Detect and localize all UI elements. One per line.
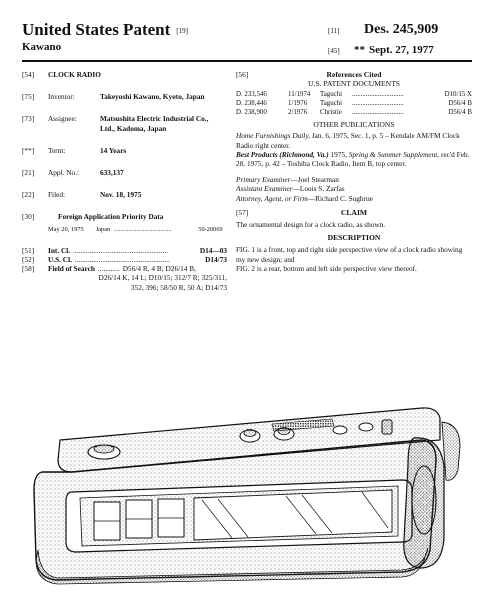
pub-source: Best Products (Richmond, Va.) <box>236 149 329 159</box>
title-field <box>22 70 227 79</box>
band-knob-icon <box>333 426 347 434</box>
ref-name: Taguchi <box>320 91 343 99</box>
dot-leader: .................................... <box>114 225 172 233</box>
dot-leader: .............................. <box>352 100 404 107</box>
right-column <box>236 70 472 273</box>
left-column <box>22 70 227 292</box>
priority-country: Japan <box>95 225 111 233</box>
claim-text: The ornamental design for a clock radio, as shown. <box>236 220 386 230</box>
pub-2 <box>236 150 472 168</box>
pub-source: Home Furnishings Daily, <box>236 131 310 141</box>
priority-block <box>22 212 227 233</box>
field-code: [57] <box>236 207 249 217</box>
ref-date: 1/1976 <box>288 100 308 107</box>
field-code: [**] <box>22 145 35 155</box>
ref-number: D. 233,546 <box>236 91 267 99</box>
field-label: Assignee: <box>48 114 77 124</box>
description-fig1: FIG. 1 is a front, top and right side perspective view of a clock radio showing my new design; and <box>236 245 463 264</box>
patent-number: Des. 245,909 <box>364 22 439 37</box>
field-code: [21] <box>22 168 35 178</box>
field-code: [22] <box>22 190 35 200</box>
ref-name: Christie <box>320 108 342 116</box>
claim-title: CLAIM <box>340 207 368 217</box>
pub-1 <box>236 131 472 149</box>
field-code: [58] <box>22 264 35 274</box>
priority-title: Foreign Application Priority Data <box>58 212 164 222</box>
primary-examiner <box>236 175 472 184</box>
title-code: [19] <box>176 27 188 36</box>
classification-block <box>22 246 227 292</box>
search-line: D26/14 K, 14 L; D10/15; 312/7 R; 325/311, <box>98 273 227 283</box>
field-code: [52] <box>22 255 35 265</box>
description-fig2: FIG. 2 is a rear, bottom and left side perspective view thereof. <box>236 263 417 273</box>
assistant-examiner <box>236 184 472 193</box>
clock-radio-drawing <box>22 400 462 585</box>
ref-date: 2/1976 <box>288 108 308 116</box>
examiner-value: —Louis S. Zarfas <box>292 184 345 194</box>
search-line: 352, 396; 58/50 R, 50 A; D14/73 <box>130 282 227 292</box>
ref-class: D10/15 X <box>444 91 472 99</box>
attorney <box>236 194 472 203</box>
patent-number-row <box>328 22 473 38</box>
refs-title: References Cited <box>326 70 382 79</box>
function-knob-icon <box>359 423 373 431</box>
uscl-label: U.S. Cl. <box>48 255 72 265</box>
search-label: Field of Search <box>48 264 95 274</box>
slide-switch-icon <box>382 420 392 434</box>
field-code: [30] <box>22 212 35 222</box>
uscl-value: D14/73 <box>205 255 227 265</box>
dot-leader: ............ <box>97 264 120 274</box>
dot-leader: .................................................... <box>73 245 168 255</box>
pub-source: Spring & Summer Supplement, <box>348 149 440 159</box>
field-label: Appl. No.: <box>48 168 80 178</box>
examiner-value: —Joel Stearman <box>290 175 339 185</box>
invention-title: CLOCK RADIO <box>48 70 101 79</box>
priority-row <box>22 225 227 234</box>
ref-number: D. 238,446 <box>236 100 267 107</box>
appl-field <box>22 168 227 177</box>
ref-class: D56/4 B <box>448 100 472 107</box>
claim-heading <box>236 208 472 217</box>
assignee-line: Matsushita Electric Industrial Co., <box>100 114 209 124</box>
header-rule <box>22 60 472 62</box>
other-pubs-title: OTHER PUBLICATIONS <box>313 120 395 130</box>
refs-table <box>236 91 472 117</box>
field-code: [56] <box>236 70 249 79</box>
ref-class: D56/4 B <box>448 108 472 116</box>
patent-date: Sept. 27, 1977 <box>369 44 434 56</box>
intcl-value: D14—03 <box>199 245 227 255</box>
date-code: [45] <box>328 47 340 55</box>
number-code: [11] <box>328 27 340 35</box>
dot-leader: .................................................... <box>74 255 170 265</box>
dot-leader: .............................. <box>352 108 404 116</box>
field-code: [54] <box>22 70 35 79</box>
examiner-label: Primary Examiner <box>236 175 291 185</box>
term-field <box>22 146 227 155</box>
header-right-block <box>328 22 473 56</box>
priority-date: May 20, 1975 <box>48 225 84 233</box>
examiner-label: Assistant Examiner <box>236 184 293 194</box>
description-title: DESCRIPTION <box>327 233 381 243</box>
header-inventor: Kawano <box>22 41 62 53</box>
title-text: United States Patent <box>22 20 171 39</box>
ref-row <box>236 109 472 118</box>
dot-leader: .............................. <box>352 91 404 99</box>
attorney-label: Attorney, Agent, or Firm <box>236 193 308 203</box>
field-code: [73] <box>22 114 35 124</box>
filed-value: Nov. 18, 1975 <box>100 190 142 200</box>
filed-field <box>22 190 227 199</box>
ref-name: Taguchi <box>320 100 343 107</box>
field-code: [51] <box>22 245 35 255</box>
tuning-dial <box>194 490 392 540</box>
us-docs-title: U.S. PATENT DOCUMENTS <box>308 79 400 89</box>
assignee-value <box>100 114 208 132</box>
pub-text: rec'd Feb. 28, 1975, p. 42 – Toshiba Clock Radio, Item B, top center. <box>236 149 470 168</box>
field-label: Filed: <box>48 190 66 200</box>
assignee-field <box>22 114 227 132</box>
ref-number: D. 238,900 <box>236 108 267 116</box>
patent-header-title <box>22 20 188 40</box>
pub-text: 1975, <box>330 149 347 159</box>
refs-heading <box>236 70 472 79</box>
ref-row <box>236 91 472 100</box>
priority-number: 50-20069 <box>198 225 223 233</box>
date-marker: ** <box>354 44 365 56</box>
field-label: Term: <box>48 145 66 155</box>
field-label: Inventor: <box>48 92 75 102</box>
rear-cap <box>442 422 460 480</box>
inventor-field <box>22 92 227 101</box>
intcl-label: Int. Cl. <box>48 245 71 255</box>
pub-text: Jan. 6, 1975, Sec. 1, p. 5 – Kendale AM/FM Clock Radio right center. <box>236 131 460 150</box>
attorney-value: —Richard C. Sughrue <box>307 193 373 203</box>
search-line: D56/4 R, 4 B; D26/14 B, <box>122 264 196 274</box>
appl-value: 633,137 <box>100 168 124 178</box>
inventor-value: Takeyoshi Kawano, Kyoto, Japan <box>100 92 205 102</box>
ref-date: 11/1974 <box>288 91 311 99</box>
assignee-line: Ltd., Kadoma, Japan <box>100 123 167 133</box>
ref-row <box>236 100 472 109</box>
patent-date-row <box>328 44 473 56</box>
term-value: 14 Years <box>100 145 127 155</box>
field-code: [75] <box>22 92 35 102</box>
right-side-disc <box>412 466 436 534</box>
